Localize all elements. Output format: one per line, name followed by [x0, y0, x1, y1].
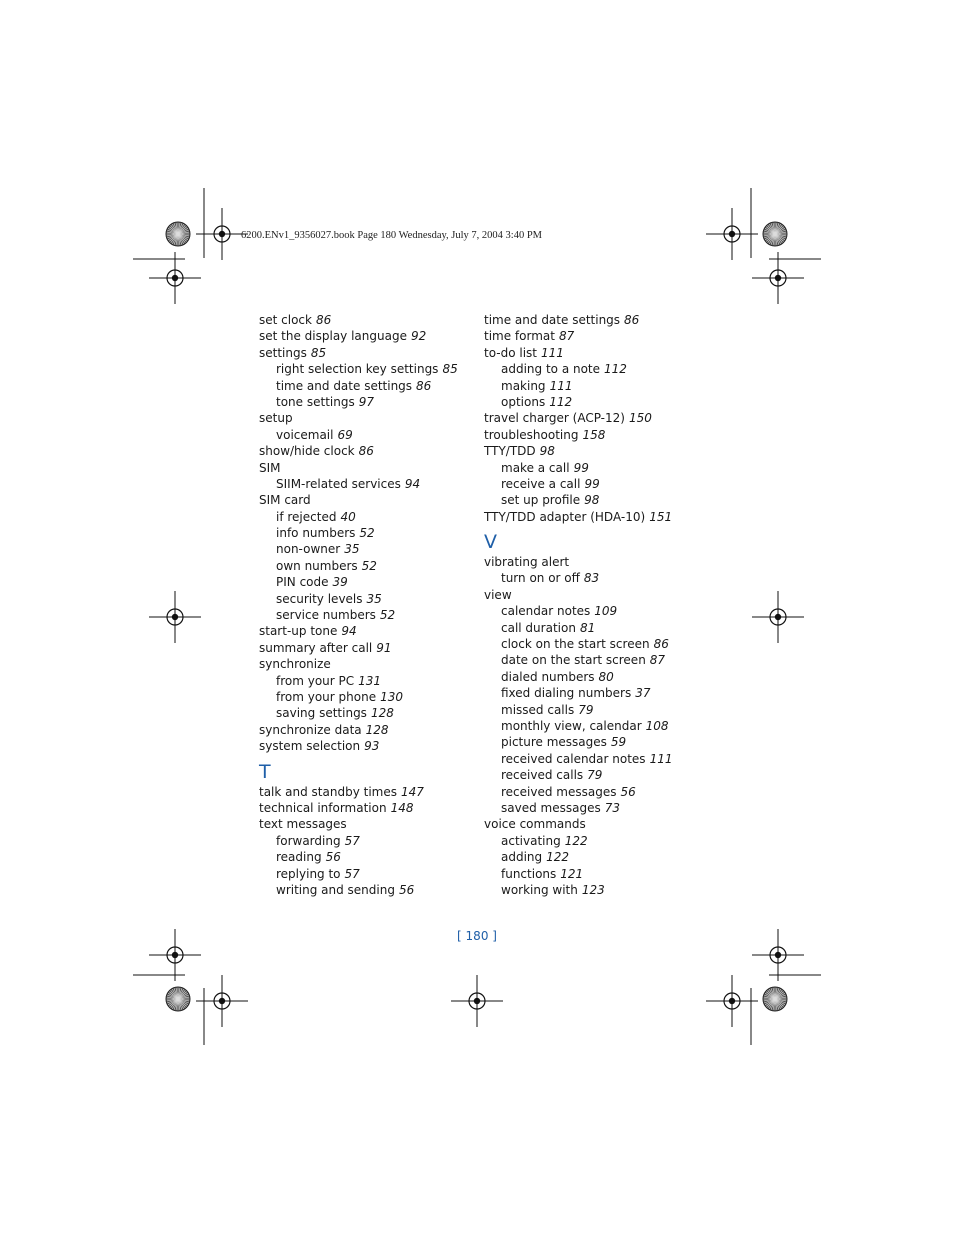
entry-term: clock on the start screen: [501, 637, 650, 652]
entry-term: vibrating alert: [484, 555, 570, 570]
entry-page-number: 83: [583, 571, 600, 586]
index-subentry: [484, 652, 672, 668]
entry-page-number: 57: [344, 866, 360, 881]
index-entry: [484, 816, 672, 832]
entry-term: technical information: [259, 800, 387, 815]
entry-page-number: 39: [332, 575, 348, 590]
entry-page-number: 151: [649, 509, 673, 524]
registration-target-dot: [219, 998, 225, 1004]
registration-target-dot: [729, 231, 735, 237]
entry-term: from your PC: [276, 673, 355, 688]
index-subentry: [484, 620, 672, 636]
entry-page-number: 52: [359, 526, 375, 541]
entry-term: time and date settings: [276, 378, 413, 393]
entry-term: writing and sending: [276, 882, 395, 897]
entry-page-number: 87: [649, 653, 666, 668]
entry-term: voice commands: [484, 817, 586, 832]
index-subentry: [259, 607, 458, 623]
index-subentry: [484, 361, 672, 377]
entry-page-number: 111: [549, 378, 573, 393]
entry-term: summary after call: [259, 640, 373, 655]
entry-page-number: 150: [628, 411, 652, 426]
entry-page-number: 147: [400, 784, 424, 799]
entry-page-number: 56: [620, 784, 636, 799]
entry-term: receive a call: [501, 476, 581, 491]
index-subentry: [259, 427, 458, 443]
index-entry: [484, 587, 672, 603]
page-number: [ 180 ]: [457, 929, 497, 943]
index-column-right: [484, 312, 672, 898]
entry-term: adding to a note: [501, 362, 601, 377]
print-slug: 6200.ENv1_9356027.book Page 180 Wednesday, July 7, 2004 3:40 PM: [241, 230, 543, 241]
entry-term: forwarding: [276, 833, 341, 848]
index-subentry: [259, 866, 458, 882]
entry-term: if rejected: [276, 509, 337, 524]
registration-target-dot: [172, 952, 178, 958]
entry-page-number: 85: [442, 362, 458, 377]
entry-term: date on the start screen: [501, 653, 646, 668]
index-subentry: [259, 673, 458, 689]
entry-page-number: 56: [325, 850, 341, 865]
entry-page-number: 128: [365, 722, 389, 737]
entry-term: options: [501, 394, 546, 409]
index-subentry: [259, 574, 458, 590]
section-letter: T: [259, 760, 271, 783]
entry-term: working with: [501, 882, 578, 897]
entry-term: to-do list: [484, 345, 537, 360]
index-subentry: [484, 751, 672, 767]
entry-page-number: 99: [584, 476, 600, 491]
index-entry: [259, 816, 458, 832]
registration-target-dot: [172, 275, 178, 281]
entry-page-number: 158: [582, 427, 606, 442]
index-entry: [484, 509, 672, 525]
entry-page-number: 108: [645, 718, 669, 733]
entry-term: monthly view, calendar: [501, 718, 642, 733]
index-subentry: [484, 460, 672, 476]
entry-page-number: 86: [315, 313, 332, 327]
entry-term: view: [484, 587, 512, 602]
entry-page-number: 81: [579, 620, 596, 635]
entry-page-number: 97: [358, 394, 374, 409]
entry-term: show/hide clock: [259, 444, 355, 459]
entry-term: saved messages: [501, 800, 601, 815]
entry-page-number: 98: [539, 444, 555, 459]
index-subentry: [484, 669, 672, 685]
entry-page-number: 128: [370, 706, 394, 721]
index-entry: [484, 312, 672, 328]
entry-page-number: 86: [653, 637, 669, 652]
entry-page-number: 121: [560, 866, 584, 881]
index-subentry: [484, 849, 672, 865]
entry-page-number: 80: [598, 669, 614, 684]
entry-term: activating: [501, 833, 561, 848]
entry-page-number: 87: [558, 329, 575, 344]
entry-term: picture messages: [501, 735, 607, 750]
index-subentry: [484, 570, 672, 586]
entry-page-number: 73: [604, 800, 620, 815]
index-subentry: [484, 718, 672, 734]
entry-term: troubleshooting: [484, 427, 579, 442]
entry-term: make a call: [501, 460, 570, 475]
index-entry: [484, 328, 672, 344]
entry-term: adding: [501, 850, 543, 865]
entry-term: functions: [501, 866, 557, 881]
entry-page-number: 92: [410, 329, 427, 344]
entry-term: calendar notes: [501, 604, 591, 619]
entry-page-number: 109: [594, 604, 618, 619]
index-entry: [259, 460, 458, 476]
entry-term: start-up tone: [259, 624, 338, 639]
entry-page-number: 130: [380, 689, 403, 704]
entry-page-number: 86: [624, 313, 640, 327]
index-entry: [259, 410, 458, 426]
entry-page-number: 52: [379, 608, 396, 623]
entry-page-number: 98: [584, 493, 600, 508]
index-subentry: [259, 509, 458, 525]
index-subentry: [259, 394, 458, 410]
entry-page-number: 79: [578, 702, 594, 717]
index-entry: [484, 554, 672, 570]
entry-term: making: [501, 378, 546, 393]
entry-term: non-owner: [276, 542, 341, 557]
index-entry: [259, 492, 458, 508]
entry-term: tone settings: [276, 394, 355, 409]
section-letter: V: [484, 531, 497, 554]
index-entry: [259, 656, 458, 672]
index-entry: [259, 784, 458, 800]
index-subentry: [259, 378, 458, 394]
entry-page-number: 131: [358, 673, 382, 688]
entry-page-number: 122: [546, 850, 570, 865]
entry-page-number: 111: [649, 751, 673, 766]
index-entry: [259, 345, 458, 361]
entry-page-number: 79: [587, 768, 603, 783]
entry-page-number: 52: [361, 558, 377, 573]
entry-page-number: 94: [404, 476, 421, 491]
entry-page-number: 35: [366, 591, 382, 606]
registration-target-dot: [775, 614, 781, 620]
entry-term: received messages: [501, 784, 617, 799]
entry-page-number: 86: [416, 378, 432, 393]
entry-term: right selection key settings: [276, 362, 439, 377]
index-entry: [259, 640, 458, 656]
index-entry: [259, 738, 458, 754]
registration-target-dot: [219, 231, 225, 237]
index-subentry: [259, 525, 458, 541]
index-subentry: [484, 800, 672, 816]
entry-term: dialed numbers: [501, 669, 595, 684]
index-subentry: [484, 784, 672, 800]
entry-term: replying to: [276, 866, 341, 881]
entry-page-number: 40: [340, 509, 356, 524]
index-subentry: [484, 492, 672, 508]
index-subentry: [259, 705, 458, 721]
entry-page-number: 148: [390, 800, 414, 815]
index-subentry: [484, 882, 672, 898]
registration-target-dot: [775, 275, 781, 281]
entry-term: TTY/TDD adapter (HDA-10): [484, 509, 646, 524]
index-subentry: [484, 833, 672, 849]
entry-term: time and date settings: [484, 313, 621, 327]
index-entry: [259, 328, 458, 344]
entry-page-number: 37: [635, 686, 651, 701]
entry-page-number: 86: [358, 444, 374, 459]
entry-page-number: 123: [581, 882, 605, 897]
index-entry: [259, 800, 458, 816]
entry-page-number: 56: [398, 882, 415, 897]
entry-term: reading: [276, 850, 322, 865]
entry-term: own numbers: [276, 558, 358, 573]
index-entry: [259, 312, 458, 328]
entry-term: fixed dialing numbers: [501, 686, 632, 701]
entry-term: setup: [259, 411, 293, 426]
entry-term: saving settings: [276, 706, 367, 721]
entry-term: from your phone: [276, 689, 377, 704]
index-subentry: [484, 685, 672, 701]
entry-term: received calls: [501, 768, 584, 783]
entry-page-number: 111: [541, 345, 564, 360]
entry-page-number: 112: [549, 394, 573, 409]
entry-page-number: 94: [341, 624, 357, 639]
entry-term: travel charger (ACP-12): [484, 411, 625, 426]
entry-page-number: 112: [604, 362, 627, 377]
index-column-left: [259, 312, 458, 898]
index-subentry: [259, 558, 458, 574]
entry-term: synchronize data: [259, 722, 362, 737]
entry-page-number: 122: [564, 833, 588, 848]
entry-term: call duration: [501, 620, 576, 635]
entry-term: talk and standby times: [259, 784, 397, 799]
registration-target-dot: [729, 998, 735, 1004]
entry-page-number: 85: [310, 345, 327, 360]
entry-term: missed calls: [501, 702, 575, 717]
entry-term: set the display language: [259, 329, 407, 344]
index-subentry: [484, 603, 672, 619]
entry-page-number: 69: [337, 427, 353, 442]
entry-term: turn on or off: [501, 571, 580, 586]
registration-target-dot: [172, 614, 178, 620]
entry-term: set up profile: [501, 493, 581, 508]
entry-page-number: 59: [610, 735, 627, 750]
index-subentry: [484, 767, 672, 783]
index-entry: [484, 410, 672, 426]
index-subentry: [484, 636, 672, 652]
entry-term: info numbers: [276, 526, 356, 541]
index-subentry: [484, 378, 672, 394]
index-subentry: [259, 849, 458, 865]
registration-target-dot: [775, 952, 781, 958]
index-entry: [484, 443, 672, 459]
entry-term: synchronize: [259, 657, 331, 672]
entry-term: text messages: [259, 817, 347, 832]
entry-term: time format: [484, 329, 555, 344]
entry-page-number: 99: [573, 460, 589, 475]
index-subentry: [259, 689, 458, 705]
entry-term: system selection: [259, 739, 361, 754]
index-subentry: [259, 541, 458, 557]
index-subentry: [259, 833, 458, 849]
entry-page-number: 57: [344, 833, 360, 848]
index-entry: [259, 722, 458, 738]
index-subentry: [484, 476, 672, 492]
index-subentry: [484, 734, 672, 750]
index-subentry: [484, 866, 672, 882]
index-subentry: [484, 394, 672, 410]
index-subentry: [484, 702, 672, 718]
entry-page-number: 35: [344, 542, 360, 557]
index-subentry: [259, 882, 458, 898]
entry-term: settings: [259, 345, 307, 360]
entry-term: TTY/TDD: [484, 444, 536, 459]
entry-term: SIIM-related services: [276, 476, 401, 491]
entry-page-number: 93: [364, 739, 380, 754]
index-subentry: [259, 591, 458, 607]
index-subentry: [259, 361, 458, 377]
entry-term: service numbers: [276, 608, 376, 623]
entry-term: voicemail: [276, 427, 334, 442]
entry-page-number: 91: [376, 640, 392, 655]
entry-term: PIN code: [276, 575, 329, 590]
registration-target-dot: [474, 998, 480, 1004]
entry-term: SIM card: [259, 493, 311, 508]
entry-term: received calendar notes: [501, 751, 646, 766]
index-entry: [259, 623, 458, 639]
entry-term: SIM: [259, 460, 281, 475]
index-entry: [484, 345, 672, 361]
index-subentry: [259, 476, 458, 492]
index-entry: [484, 427, 672, 443]
index-entry: [259, 443, 458, 459]
entry-term: set clock: [259, 313, 312, 327]
entry-term: security levels: [276, 591, 363, 606]
